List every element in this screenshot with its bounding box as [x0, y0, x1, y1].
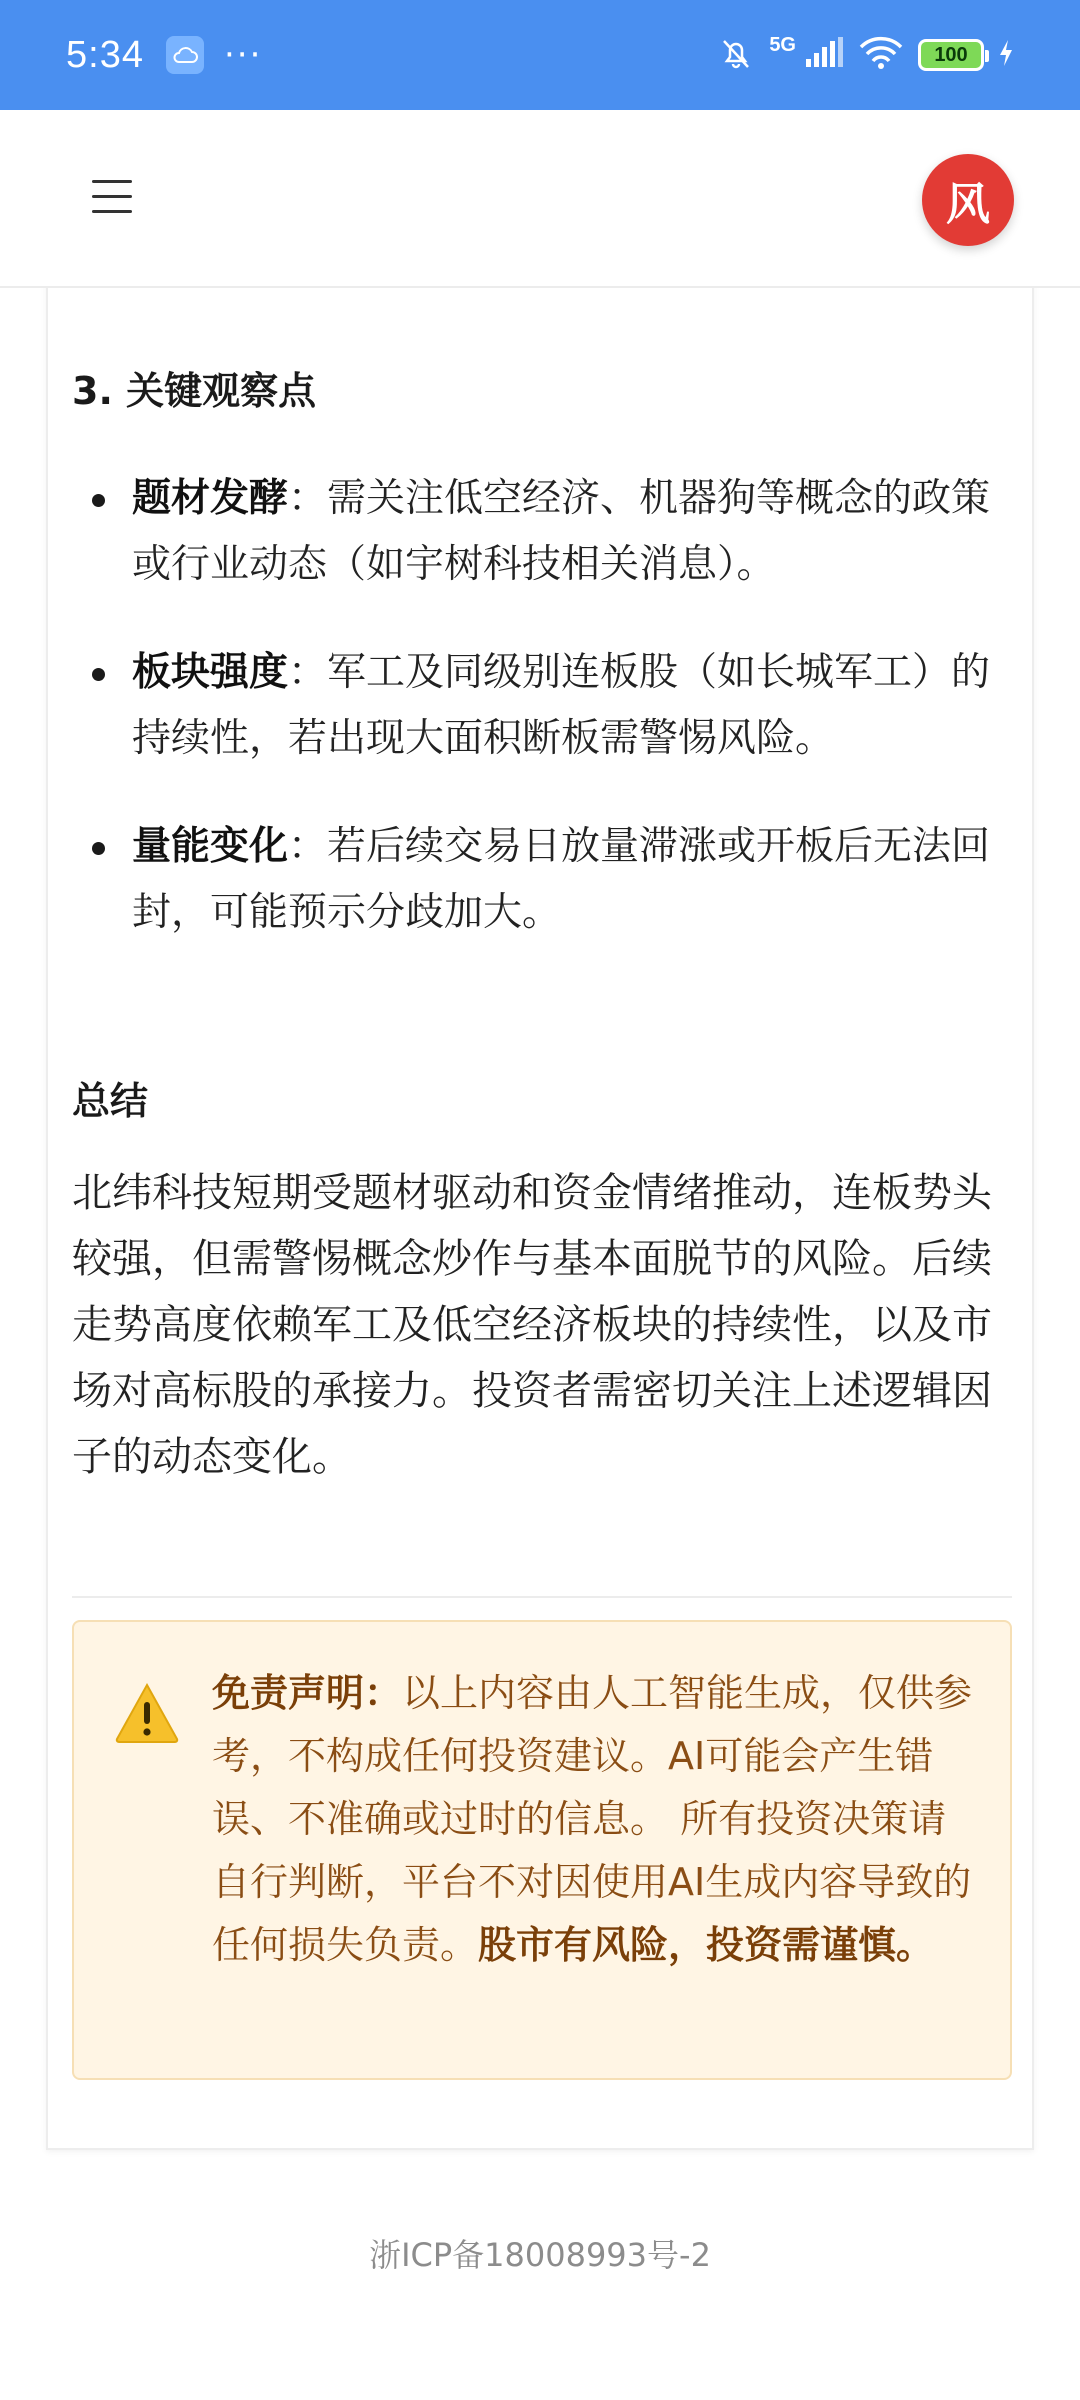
divider [72, 1596, 1012, 1598]
signal-icon [804, 37, 844, 73]
list-item: 板块强度：军工及同级别连板股（如长城军工）的持续性，若出现大面积断板需警惕风险。 [72, 640, 1002, 772]
bullet-term: 量能变化 [132, 824, 289, 869]
list-item: 量能变化：若后续交易日放量滞涨或开板后无法回封，可能预示分歧加大。 [72, 814, 1002, 946]
disclaimer-box [72, 1620, 1012, 2080]
bullet-text: 若后续交易日放量滞涨或开板后无法回封，可能预示分歧加大。 [132, 824, 991, 935]
section-heading: 3. 关键观察点 [72, 369, 317, 413]
bullet-text: 军工及同级别连板股（如长城军工）的持续性，若出现大面积断板需警惕风险。 [132, 650, 991, 761]
menu-button[interactable] [92, 180, 132, 216]
disclaimer-text [212, 1662, 982, 1977]
hamburger-icon [92, 180, 132, 183]
network-type: 5G [769, 33, 796, 56]
user-avatar[interactable]: 风 [922, 154, 1014, 246]
warning-icon [114, 1682, 180, 1744]
bullet-term: 板块强度 [132, 650, 289, 695]
observation-list [72, 466, 1002, 988]
battery-indicator: 100 [918, 39, 984, 71]
summary-heading: 总结 [72, 1079, 149, 1123]
wifi-icon [858, 36, 904, 74]
disclaimer-emphasis: 股市有风险，投资需谨慎。 [478, 1923, 935, 1967]
charging-icon [998, 39, 1014, 71]
icp-footer-link[interactable]: 浙ICP备18008993号-2 [369, 2236, 711, 2274]
disclaimer-body: 以上内容由人工智能生成，仅供参考，不构成任何投资建议。AI可能会产生错误、不准确或过时的信息。 所有投资决策请自行判断，平台不对因使用AI生成内容导致的任何损失负责。 [212, 1671, 973, 1967]
cloud-icon [166, 36, 204, 74]
article-card [46, 200, 1034, 2150]
list-item: 题材发酵：需关注低空经济、机器狗等概念的政策或行业动态（如宇树科技相关消息）。 [72, 466, 1002, 598]
status-bar [0, 0, 1080, 110]
summary-paragraph: 北纬科技短期受题材驱动和资金情绪推动，连板势头较强，但需警惕概念炒作与基本面脱节的风险。后续走势高度依赖军工及低空经济板块的持续性，以及市场对高标股的承接力。投资者需密切关注上述逻辑因子的动态变化。 [72, 1170, 992, 1480]
app-bar [0, 110, 1080, 288]
more-notifications-icon: ··· [223, 35, 263, 75]
mute-bell-icon [717, 34, 755, 76]
bullet-term: 题材发酵 [132, 476, 289, 521]
status-time: 5:34 [66, 33, 144, 76]
bullet-text: 需关注低空经济、机器狗等概念的政策或行业动态（如宇树科技相关消息）。 [132, 476, 991, 587]
disclaimer-label: 免责声明： [212, 1671, 403, 1715]
